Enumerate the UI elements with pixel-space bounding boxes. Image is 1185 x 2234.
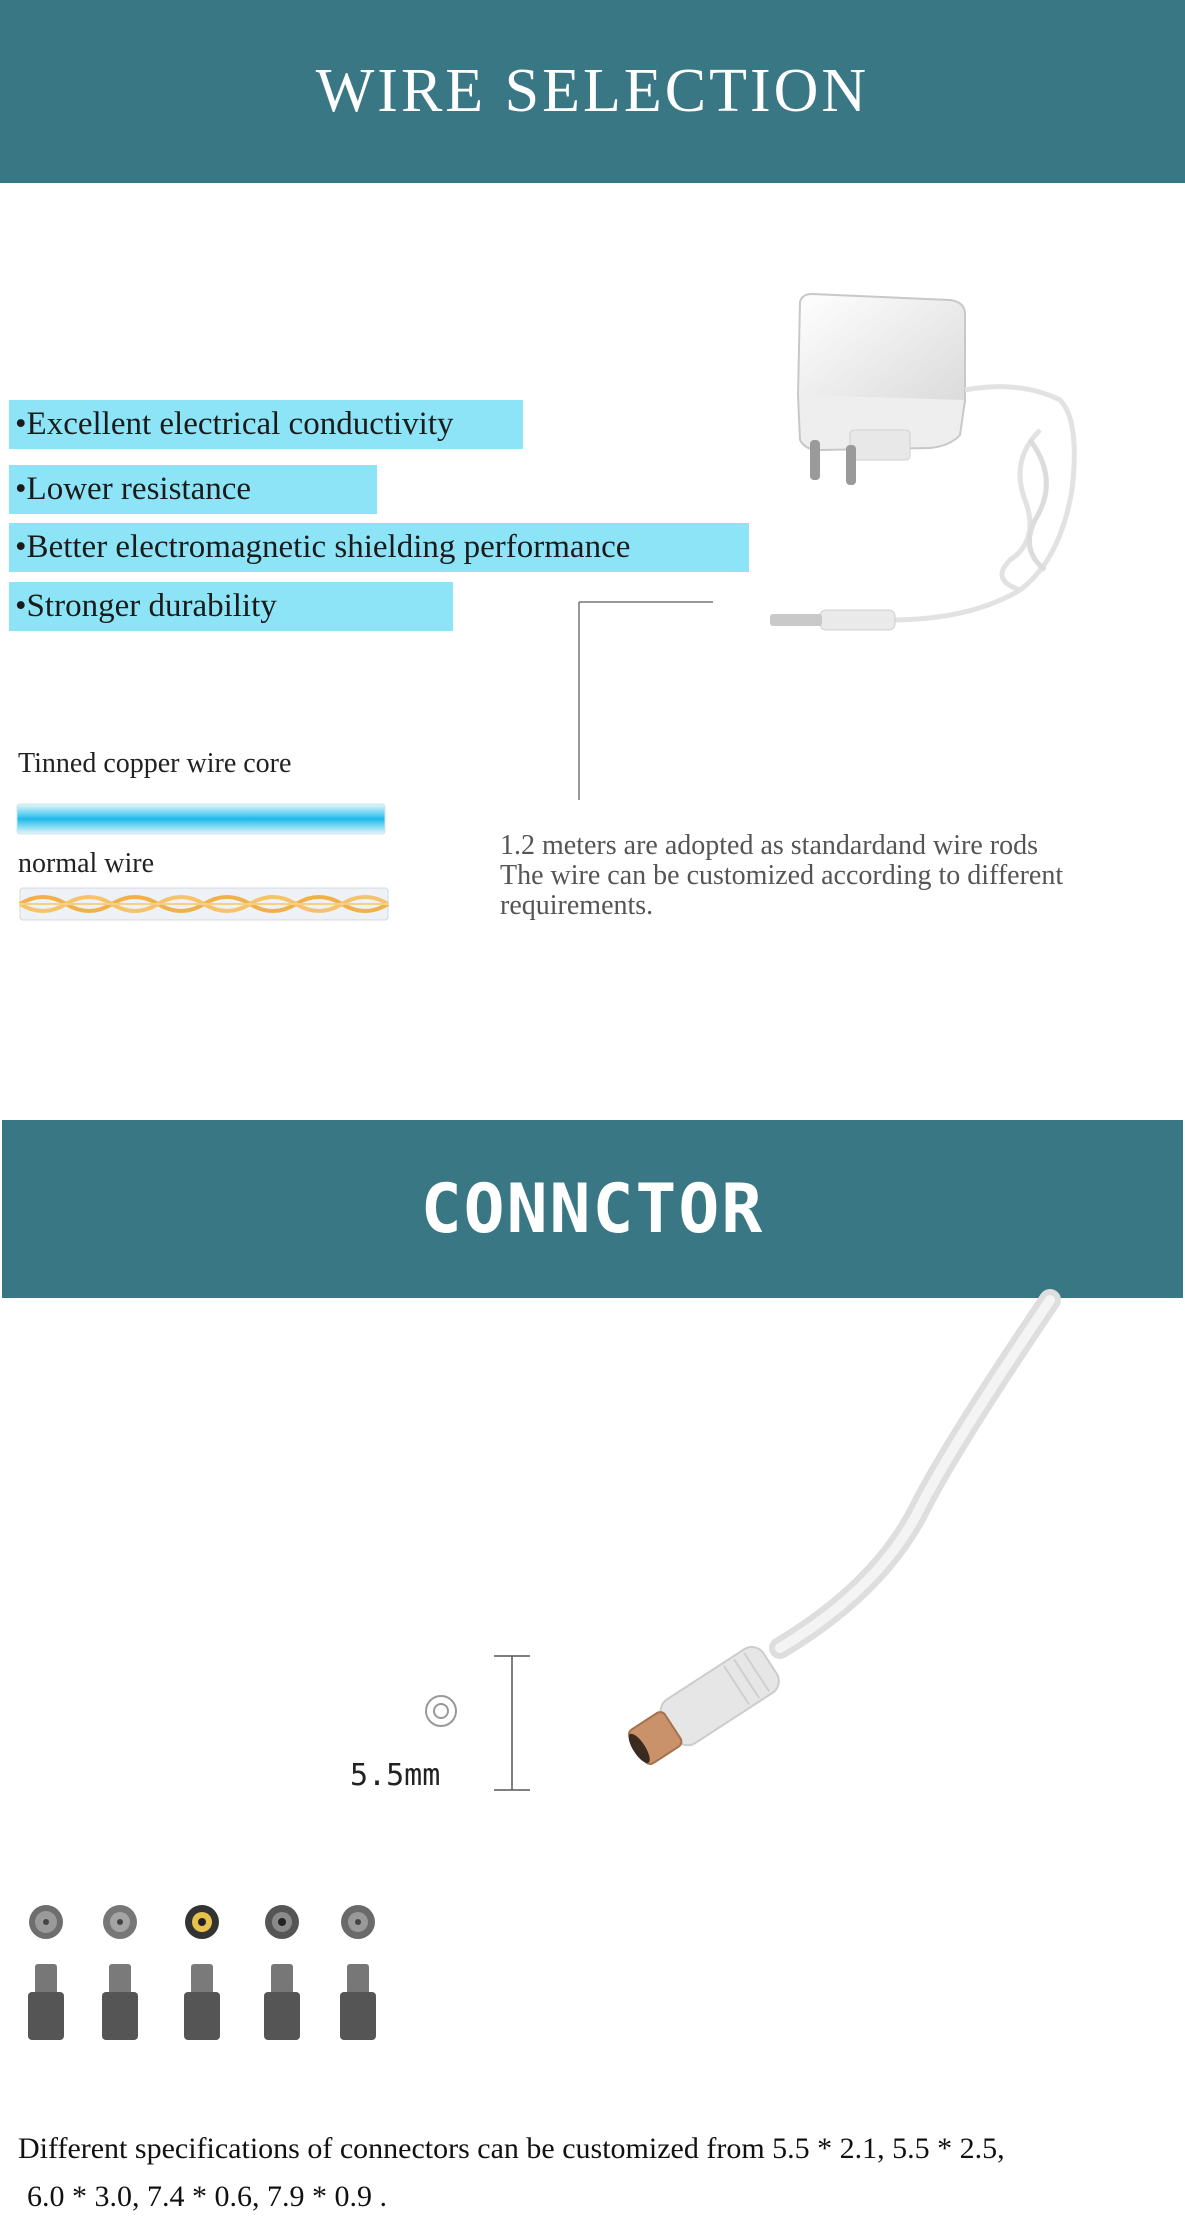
callout-line xyxy=(575,602,715,802)
feature-durability: •Stronger durability xyxy=(9,582,453,631)
dimension-label: 5.5mm xyxy=(350,1758,441,1793)
normal-wire-image xyxy=(20,886,390,922)
tinned-wire-label: Tinned copper wire core xyxy=(18,748,292,779)
dimension-bracket xyxy=(492,1654,532,1794)
connector-samples-image xyxy=(20,1900,390,2050)
dc-plug-image xyxy=(620,1298,1060,1768)
feature-conductivity: •Excellent electrical conductivity xyxy=(9,400,523,449)
wire-description xyxy=(500,831,1063,921)
connector-spec-line-1: Different specifications of connectors can be customized from 5.5 * 2.1, 5.5 * 2.5, xyxy=(18,2132,1005,2165)
connector-sample-4 xyxy=(264,1905,300,2040)
normal-wire-label: normal wire xyxy=(18,848,155,879)
connector-sample-5 xyxy=(340,1905,376,2040)
tinned-wire-image xyxy=(17,800,387,838)
connector-sample-2 xyxy=(102,1905,138,2040)
wire-selection-banner xyxy=(0,0,1185,183)
feature-resistance: •Lower resistance xyxy=(9,465,377,514)
wire-description-line-1: 1.2 meters are adopted as standardand wire rods xyxy=(500,830,1039,861)
wire-selection-title: WIRE SELECTION xyxy=(315,57,870,125)
connector-title: CONNCTOR xyxy=(420,1169,765,1249)
diameter-icon xyxy=(424,1694,458,1728)
connector-sample-1 xyxy=(28,1905,64,2040)
connector-sample-3 xyxy=(184,1905,220,2040)
wire-description-line-2: The wire can be customized according to different xyxy=(500,860,1064,891)
power-adapter-image xyxy=(760,290,1120,640)
feature-shielding: •Better electromagnetic shielding performance xyxy=(9,523,749,572)
wire-description-line-3: requirements. xyxy=(500,890,654,921)
connector-spec-line-2: 6.0 * 3.0, 7.4 * 0.6, 7.9 * 0.9 . xyxy=(27,2180,387,2213)
connector-banner xyxy=(2,1120,1183,1298)
